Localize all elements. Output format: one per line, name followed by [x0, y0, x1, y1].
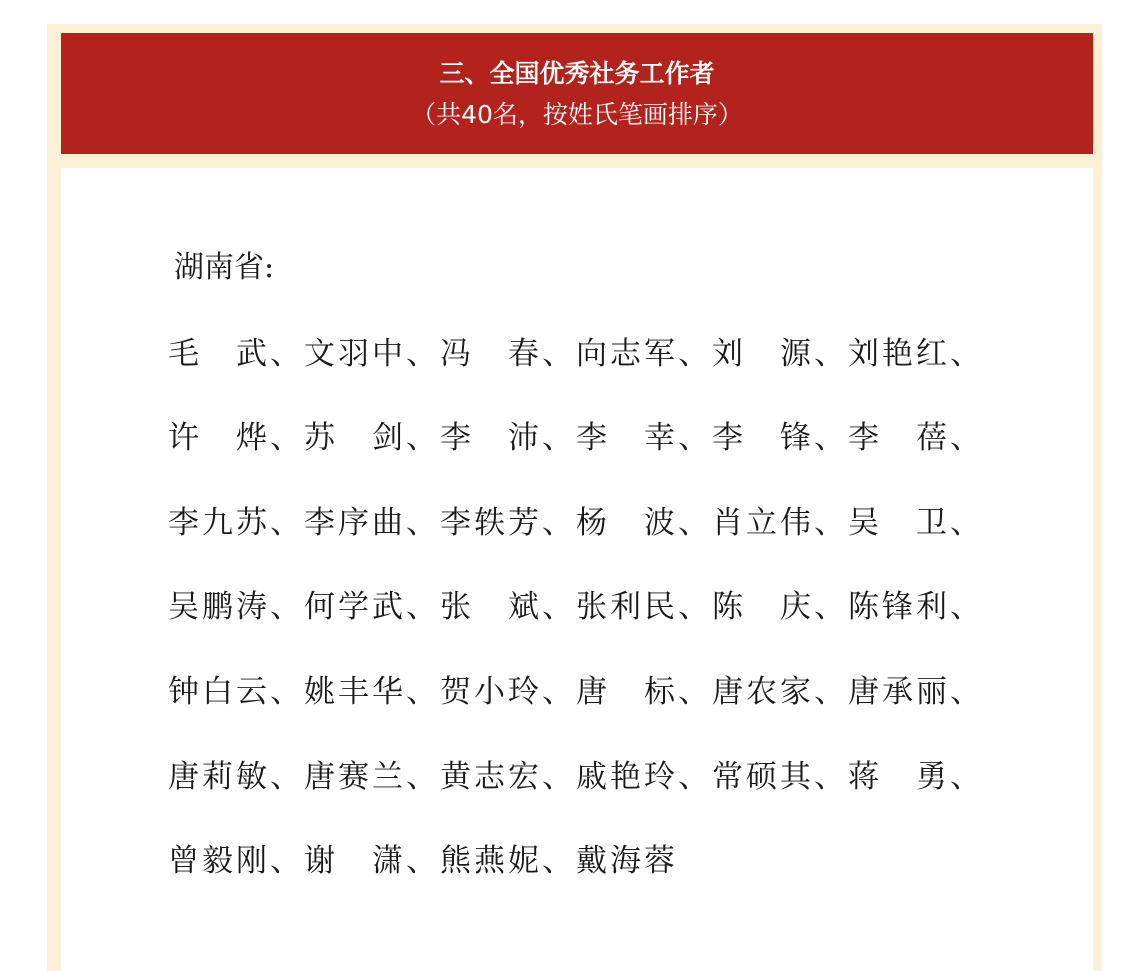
- name-row: 许 烨、苏 剑、李 沛、李 幸、李 锋、李 蓓、: [168, 420, 984, 456]
- name-row: 李九苏、李序曲、李轶芳、杨 波、肖立伟、吴 卫、: [168, 505, 984, 541]
- province-heading: 湖南省:: [174, 250, 275, 285]
- banner-subtitle: （共40名，按姓氏笔画排序）: [411, 100, 743, 129]
- name-row: 钟白云、姚丰华、贺小玲、唐 标、唐农家、唐承丽、: [168, 674, 984, 710]
- section-banner: [61, 33, 1093, 154]
- name-row: 吴鹏涛、何学武、张 斌、张利民、陈 庆、陈锋利、: [168, 589, 984, 625]
- name-row: 唐莉敏、唐赛兰、黄志宏、戚艳玲、常硕其、蒋 勇、: [168, 759, 984, 795]
- name-row: 毛 武、文羽中、冯 春、向志军、刘 源、刘艳红、: [168, 336, 984, 372]
- banner-title: 三、全国优秀社务工作者: [439, 59, 715, 88]
- name-row: 曾毅刚、谢 潇、熊燕妮、戴海蓉: [168, 843, 678, 879]
